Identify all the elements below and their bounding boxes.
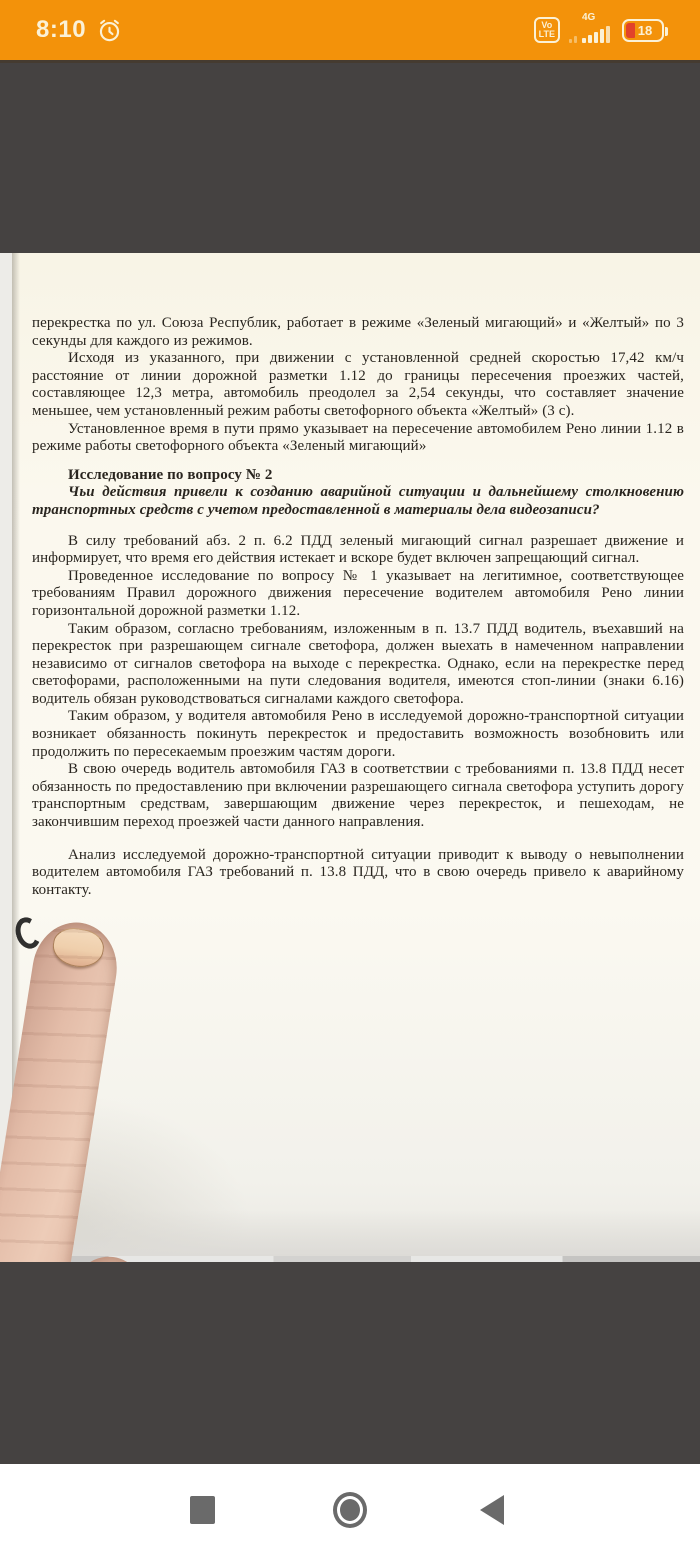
battery-level-fill: [626, 23, 635, 38]
status-bar: [0, 0, 700, 60]
fingernail: [50, 925, 106, 970]
paragraph: В свою очередь водитель автомобиля ГАЗ в соответствии с требованиями п. 13.8 ПДД несет обязанность по предоставлению при включении разрешающего сигнала светофора уступить дорогу транспортным средствам, завершающим движение через перекресток, и пешеходам, не закончившим переход проезжей части данного направления.: [32, 761, 684, 831]
document-text: [32, 315, 684, 899]
status-time: 8:10: [36, 16, 87, 43]
home-button[interactable]: [305, 1464, 395, 1556]
battery-nub: [665, 27, 669, 36]
signal-bars-icon: [569, 13, 613, 47]
question-text: Чьи действия привели к созданию аварийной ситуации и дальнейшему столкновению транспортных средств с учетом предоставленной в материалы дела видеозаписи?: [32, 484, 684, 518]
status-bar-right: [534, 13, 664, 47]
status-bar-left: [36, 16, 123, 44]
volte-label-bottom: LTE: [538, 29, 555, 39]
paragraph: Исходя из указанного, при движении с установленной средней скоростью 17,42 км/ч расстояние от линии дорожной разметки 1.12 до границы пересечения проезжих частей, составляющее 12,3 метра, автомобиль преодолел за 2,54 секунды, что составляет значение меньшее, чем установленный режим работы светофорного объекта «Желтый» (3 с).: [32, 350, 684, 419]
volte-label-top: Vo: [541, 20, 553, 30]
paragraph: Таким образом, согласно требованиям, изложенным в п. 13.7 ПДД водитель, въехавший на перекресток при разрешающем сигнале светофора, должен выехать в намеченном направлении независимо от сигналов светофора на выходе с перекрестка. Однако, если на перекрестке перед светофорами, расположенными на пути следования водителя, имеются стоп-линии (знаки 6.16) водитель обязан руководствоваться сигналами каждого светофора.: [32, 620, 684, 707]
paragraph: Проведенное исследование по вопросу № 1 указывает на легитимное, соответствующее требованиям Правил дорожного движения пересечение водителем автомобиля Рено линии горизонтальной дорожной разметки 1.12.: [32, 567, 684, 619]
recents-square-icon: [190, 1496, 215, 1524]
back-button[interactable]: [447, 1464, 537, 1556]
paragraph: Установленное время в пути прямо указывает на пересечение автомобилем Рено линии 1.12 в режиме работы светофорного объекта «Зеленый мигающий»: [32, 420, 684, 455]
home-circle-icon: [333, 1492, 367, 1528]
paragraph: В силу требований абз. 2 п. 6.2 ПДД зеленый мигающий сигнал разрешает движение и информирует, что время его действия истекает и вскоре будет включен запрещающий сигнал.: [32, 532, 684, 567]
paragraph: перекрестка по ул. Союза Республик, работает в режиме «Зеленый мигающий» и «Желтый» по 3 секунды для каждого из режимов.: [32, 315, 684, 349]
paragraph: Таким образом, у водителя автомобиля Рено в исследуемой дорожно-транспортной ситуации возникает обязанность покинуть перекресток и предоставить возможность возобновить или продолжить по пересекаемым проезжим частям дороги.: [32, 708, 684, 760]
paper-page: [12, 253, 700, 1262]
battery-percent: 18: [637, 22, 653, 38]
signal-bars: [569, 26, 610, 43]
battery-icon: [622, 19, 664, 42]
back-triangle-icon: [480, 1495, 504, 1525]
alarm-clock-icon: [96, 17, 123, 44]
volte-icon: [534, 17, 560, 43]
paper-bottom-edge: [12, 1210, 700, 1262]
recents-button[interactable]: [157, 1464, 247, 1556]
document-photo[interactable]: [0, 253, 700, 1262]
section-heading: Исследование по вопросу № 2: [68, 466, 273, 483]
android-navigation-bar: [0, 1464, 700, 1556]
network-type-label: 4G: [582, 12, 596, 23]
paragraph: Анализ исследуемой дорожно-транспортной ситуации приводит к выводу о невыполнении водителем автомобиля ГАЗ требований п. 13.8 ПДД, что в свою очередь привело к аварийному контакту.: [32, 846, 684, 898]
